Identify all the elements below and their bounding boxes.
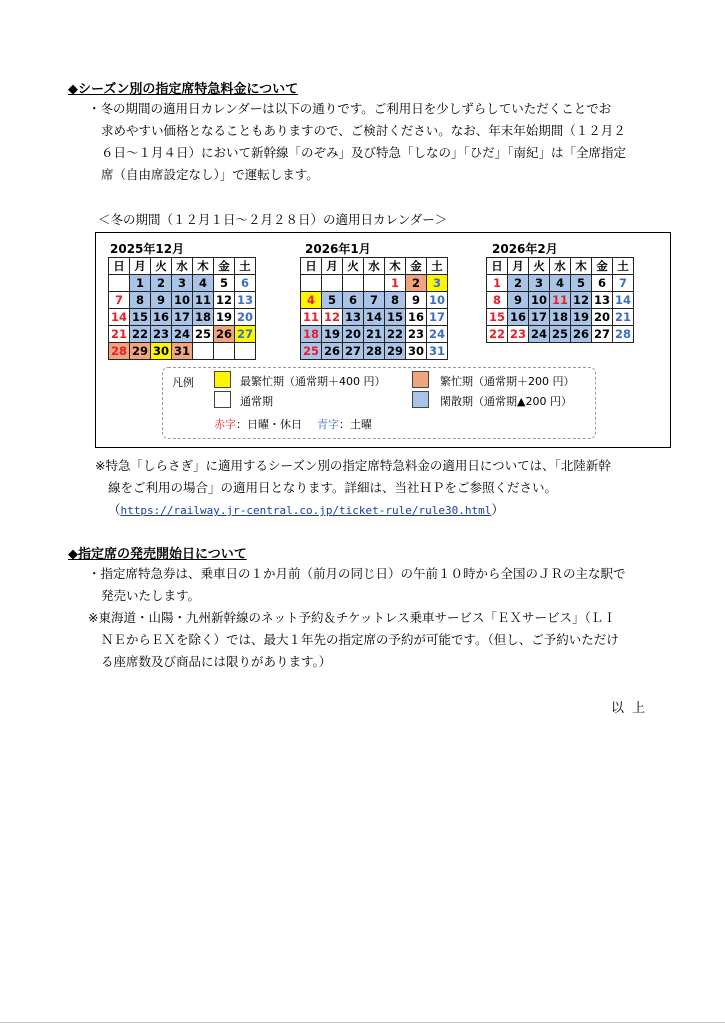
weekday-header-row xyxy=(301,258,448,275)
month-title-december: 2025年12月 xyxy=(110,242,185,256)
calendar-day: 25 xyxy=(193,326,214,343)
calendar-day: 4 xyxy=(301,292,322,309)
legend-label-regular: 通常期 xyxy=(240,395,273,408)
calendar-day: 24 xyxy=(529,326,550,343)
calendar-week-row xyxy=(487,309,634,326)
calendar-day: 19 xyxy=(214,309,235,326)
calendar-day: 24 xyxy=(427,326,448,343)
season-fare-paragraph xyxy=(88,98,626,186)
month-title-february: 2026年2月 xyxy=(492,242,558,256)
calendar-week-row xyxy=(109,292,256,309)
calendar-day: 3 xyxy=(427,275,448,292)
calendar-day: 10 xyxy=(172,292,193,309)
calendar-day: 6 xyxy=(235,275,256,292)
calendar-day: 12 xyxy=(571,292,592,309)
calendar-day: 15 xyxy=(385,309,406,326)
calendar-day: 8 xyxy=(130,292,151,309)
rule30-link[interactable]: https://railway.jr-central.co.jp/ticket-rule/rule30.html xyxy=(120,504,492,517)
calendar-day: 18 xyxy=(301,326,322,343)
calendar-day: 28 xyxy=(364,343,385,360)
calendar-day: 14 xyxy=(109,309,130,326)
calendar-day: 30 xyxy=(151,343,172,360)
calendar-day: 29 xyxy=(385,343,406,360)
legend-swatch-regular xyxy=(214,391,231,408)
calendar-day: 9 xyxy=(406,292,427,309)
calendar-day: 22 xyxy=(385,326,406,343)
calendar-week-row xyxy=(301,275,448,292)
note-line: 線をご利用の場合」の適用日となります。詳細は、当社ＨＰをご参照ください。 xyxy=(108,480,558,495)
section-title-sale-start: ◆指定席の発売開始日について xyxy=(68,547,247,562)
calendar-day: 3 xyxy=(529,275,550,292)
calendar-day: 20 xyxy=(592,309,613,326)
calendar-day: 29 xyxy=(130,343,151,360)
calendar-day: 20 xyxy=(235,309,256,326)
paragraph-line: 席（自由席設定なし）」で運転します。 xyxy=(101,167,319,182)
calendar-day: 22 xyxy=(130,326,151,343)
shirasagi-note xyxy=(95,455,611,522)
weekday-header: 水 xyxy=(364,258,385,275)
calendar-week-row xyxy=(301,309,448,326)
calendar-day: 26 xyxy=(214,326,235,343)
calendar-day: 20 xyxy=(343,326,364,343)
calendar-week-row xyxy=(487,275,634,292)
calendar-day: 12 xyxy=(214,292,235,309)
calendar-day: 17 xyxy=(529,309,550,326)
month-title-january: 2026年1月 xyxy=(305,242,371,256)
paragraph-line: ＮＥからＥＸを除く）では、最大１年先の指定席の予約が可能です。（但し、ご予約いただけ xyxy=(101,632,619,647)
legend-blue-desc: ：土曜 xyxy=(339,418,372,431)
weekday-header: 金 xyxy=(214,258,235,275)
calendar-day: 28 xyxy=(613,326,634,343)
calendar-day: 11 xyxy=(550,292,571,309)
weekday-header: 土 xyxy=(235,258,256,275)
calendar-day: 1 xyxy=(130,275,151,292)
paragraph-line: る座席数及び商品には限りがあります。） xyxy=(101,654,332,669)
calendar-week-row xyxy=(109,326,256,343)
section-title-season-fare: ◆シーズン別の指定席特急料金について xyxy=(68,82,299,97)
calendar-day: 27 xyxy=(343,343,364,360)
weekday-header: 木 xyxy=(385,258,406,275)
calendar-day: 27 xyxy=(592,326,613,343)
legend-swatch-peak xyxy=(412,371,429,388)
calendar-day: 2 xyxy=(151,275,172,292)
calendar-day: 13 xyxy=(343,309,364,326)
sale-start-paragraph xyxy=(88,563,626,607)
legend-label-top-peak: 最繁忙期（通常期＋400 円） xyxy=(240,375,386,388)
calendar-day: 16 xyxy=(151,309,172,326)
weekday-header: 水 xyxy=(550,258,571,275)
url-paren-close: ） xyxy=(491,502,504,517)
calendar-day: 18 xyxy=(193,309,214,326)
weekday-header: 月 xyxy=(130,258,151,275)
calendar-day: 5 xyxy=(322,292,343,309)
calendar-day: 16 xyxy=(406,309,427,326)
calendar-day: 15 xyxy=(487,309,508,326)
calendar-day: 4 xyxy=(193,275,214,292)
url-paren-open: （ xyxy=(108,502,121,517)
weekday-header: 日 xyxy=(301,258,322,275)
weekday-header: 金 xyxy=(406,258,427,275)
calendar-week-row xyxy=(301,326,448,343)
calendar-day: 12 xyxy=(322,309,343,326)
weekday-header: 水 xyxy=(172,258,193,275)
calendar-day: 13 xyxy=(592,292,613,309)
paragraph-line: ６日～１月４日）において新幹線「のぞみ」及び特急「しなの」「ひだ」「南紀」は「全席指定 xyxy=(101,145,627,160)
weekday-header: 火 xyxy=(151,258,172,275)
paragraph-line: ・指定席特急券は、乗車日の１か月前（前月の同じ日）の午前１０時から全国のＪＲの主な駅で xyxy=(88,566,626,581)
calendar-empty-cell xyxy=(322,275,343,292)
calendar-day: 9 xyxy=(508,292,529,309)
calendar-day: 7 xyxy=(364,292,385,309)
note-url-line xyxy=(95,499,611,522)
calendar-day: 14 xyxy=(613,292,634,309)
calendar-empty-cell xyxy=(235,343,256,360)
calendar-day: 27 xyxy=(235,326,256,343)
weekday-header-row xyxy=(109,258,256,275)
calendar-week-row xyxy=(487,326,634,343)
closing-ijo: 以上 xyxy=(611,701,654,716)
calendar-day: 8 xyxy=(487,292,508,309)
legend-label-off-peak: 閑散期（通常期▲200 円） xyxy=(440,395,572,408)
calendar-day: 11 xyxy=(301,309,322,326)
calendar-day: 15 xyxy=(130,309,151,326)
calendar-day: 31 xyxy=(427,343,448,360)
page-bottom-edge xyxy=(0,1022,725,1023)
weekday-header: 日 xyxy=(487,258,508,275)
legend-swatch-off-peak xyxy=(412,391,429,408)
calendar-day: 21 xyxy=(109,326,130,343)
calendar-empty-cell xyxy=(214,343,235,360)
legend-red-desc: ：日曜・休日 xyxy=(236,418,302,431)
calendar-day: 13 xyxy=(235,292,256,309)
calendar-day: 18 xyxy=(550,309,571,326)
calendar-day: 6 xyxy=(592,275,613,292)
calendar-day: 26 xyxy=(571,326,592,343)
calendar-day: 19 xyxy=(571,309,592,326)
calendar-week-row xyxy=(109,275,256,292)
calendar-day: 9 xyxy=(151,292,172,309)
legend-red-label: 赤字 xyxy=(214,418,236,431)
note-line: ※特急「しらさぎ」に適用するシーズン別の指定席特急料金の適用日については、「北陸新幹 xyxy=(95,458,611,473)
calendar-week-row xyxy=(301,343,448,360)
paragraph-line: ※東海道・山陽・九州新幹線のネット予約＆チケットレス乗車サービス「ＥＸサービス」（ＬＩ xyxy=(88,610,616,625)
calendar-day: 2 xyxy=(406,275,427,292)
calendar-day: 11 xyxy=(193,292,214,309)
calendar-empty-cell xyxy=(343,275,364,292)
paragraph-line: ・冬の期間の適用日カレンダーは以下の通りです。ご利用日を少しずらしていただくことでお xyxy=(88,101,612,116)
weekday-header: 火 xyxy=(343,258,364,275)
legend-label-peak: 繁忙期（通常期＋200 円） xyxy=(440,375,575,388)
calendar-empty-cell xyxy=(109,275,130,292)
calendar-day: 7 xyxy=(613,275,634,292)
calendar-grid-january xyxy=(300,257,448,360)
ex-service-note xyxy=(88,607,619,673)
calendar-day: 10 xyxy=(427,292,448,309)
legend-blue-label: 青字 xyxy=(317,418,339,431)
calendar-grid-february xyxy=(486,257,634,343)
calendar-day: 24 xyxy=(172,326,193,343)
calendar-day: 23 xyxy=(508,326,529,343)
calendar-day: 31 xyxy=(172,343,193,360)
calendar-day: 22 xyxy=(487,326,508,343)
calendar-day: 30 xyxy=(406,343,427,360)
calendar-empty-cell xyxy=(193,343,214,360)
calendar-day: 21 xyxy=(613,309,634,326)
calendar-day: 4 xyxy=(550,275,571,292)
calendar-caption: ＜冬の期間（１２月１日～２月２８日）の適用日カレンダー＞ xyxy=(98,212,448,227)
calendar-day: 21 xyxy=(364,326,385,343)
calendar-day: 3 xyxy=(172,275,193,292)
calendar-day: 2 xyxy=(508,275,529,292)
calendar-day: 26 xyxy=(322,343,343,360)
calendar-day: 23 xyxy=(151,326,172,343)
calendar-week-row xyxy=(487,292,634,309)
legend-title: 凡例 xyxy=(172,376,194,389)
calendar-day: 1 xyxy=(385,275,406,292)
calendar-day: 23 xyxy=(406,326,427,343)
calendar-day: 8 xyxy=(385,292,406,309)
legend-color-key xyxy=(214,416,372,432)
calendar-day: 28 xyxy=(109,343,130,360)
weekday-header: 日 xyxy=(109,258,130,275)
weekday-header: 木 xyxy=(193,258,214,275)
weekday-header: 木 xyxy=(571,258,592,275)
calendar-day: 10 xyxy=(529,292,550,309)
weekday-header: 月 xyxy=(508,258,529,275)
calendar-day: 25 xyxy=(550,326,571,343)
weekday-header: 土 xyxy=(427,258,448,275)
weekday-header: 金 xyxy=(592,258,613,275)
weekday-header: 土 xyxy=(613,258,634,275)
weekday-header-row xyxy=(487,258,634,275)
calendar-day: 14 xyxy=(364,309,385,326)
calendar-day: 19 xyxy=(322,326,343,343)
weekday-header: 月 xyxy=(322,258,343,275)
calendar-empty-cell xyxy=(301,275,322,292)
calendar-day: 17 xyxy=(172,309,193,326)
calendar-week-row xyxy=(109,343,256,360)
legend-swatch-top-peak xyxy=(214,371,231,388)
calendar-grid-december xyxy=(108,257,256,360)
calendar-day: 1 xyxy=(487,275,508,292)
calendar-week-row xyxy=(301,292,448,309)
weekday-header: 火 xyxy=(529,258,550,275)
calendar-day: 25 xyxy=(301,343,322,360)
calendar-day: 5 xyxy=(571,275,592,292)
calendar-day: 5 xyxy=(214,275,235,292)
calendar-empty-cell xyxy=(364,275,385,292)
calendar-day: 16 xyxy=(508,309,529,326)
paragraph-line: 発売いたします。 xyxy=(101,588,201,603)
paragraph-line: 求めやすい価格となることもありますので、ご検討ください。なお、年末年始期間（１２月２ xyxy=(101,123,626,138)
calendar-day: 6 xyxy=(343,292,364,309)
calendar-day: 17 xyxy=(427,309,448,326)
calendar-day: 7 xyxy=(109,292,130,309)
calendar-week-row xyxy=(109,309,256,326)
